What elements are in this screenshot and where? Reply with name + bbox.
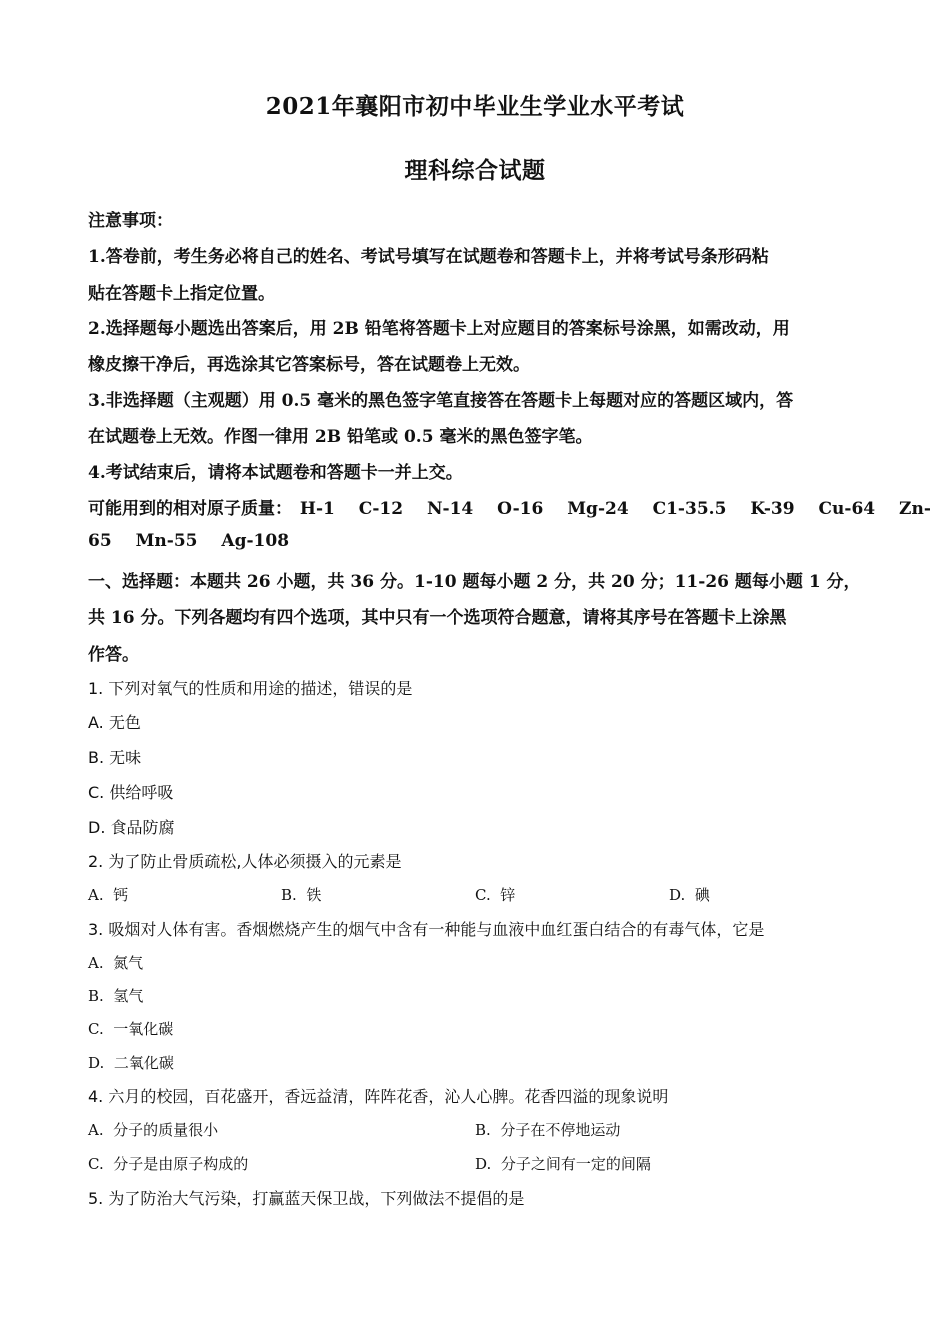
atomic-mass-entry: Cu-64 (818, 499, 876, 519)
option-text: 分子的质量很小 (113, 1121, 219, 1139)
question-2-option-d (669, 884, 710, 905)
question-3-option-a (88, 952, 143, 973)
notice-item-1-line-2: 贴在答题卡上指定位置。 (88, 284, 275, 304)
notice-item-2-line-1: 2.选择题每小题选出答案后，用 2B 铅笔将答题卡上对应题目的答案标号涂黑，如需改动，用 (88, 319, 790, 339)
notice-item-3-line-2: 在试题卷上无效。作图一律用 2B 铅笔或 0.5 毫米的黑色签字笔。 (88, 427, 593, 447)
option-label: C. (88, 1020, 104, 1038)
option-text: 一氧化碳 (113, 1020, 174, 1038)
option-text: 氮气 (113, 954, 144, 972)
question-text: 吸烟对人体有害。香烟燃烧产生的烟气中含有一种能与血液中血红蛋白结合的有毒气体，它是 (108, 920, 765, 939)
option-label: A. (88, 1121, 104, 1139)
atomic-mass-entry: O-16 (497, 499, 544, 519)
atomic-mass-entry: 65 (88, 531, 112, 551)
question-3-option-c (88, 1018, 173, 1039)
question-1-option-c (88, 780, 173, 803)
section-one-line-2: 共 16 分。下列各题均有四个选项，其中只有一个选项符合题意，请将其序号在答题卡上涂黑 (88, 608, 787, 628)
question-1-stem (88, 676, 412, 699)
option-label: B. (88, 748, 105, 767)
option-text: 碘 (694, 886, 710, 904)
option-label: A. (88, 954, 104, 972)
question-text: 为了防治大气污染，打赢蓝天保卫战，下列做法不提倡的是 (108, 1189, 525, 1208)
exam-subtitle: 理科综合试题 (404, 157, 546, 184)
exam-title: 2021年襄阳市初中毕业生学业水平考试 (265, 93, 685, 120)
question-number: 4. (88, 1087, 104, 1106)
question-3-option-d (88, 1052, 174, 1073)
notice-item-1-line-1: 1.答卷前，考生务必将自己的姓名、考试号填写在试题卷和答题卡上，并将考试号条形码粘 (88, 247, 769, 267)
option-text: 无味 (109, 748, 142, 767)
option-label: B. (88, 987, 104, 1005)
question-1-option-a (88, 710, 141, 733)
option-text: 供给呼吸 (109, 783, 174, 802)
option-text: 分子在不停地运动 (500, 1121, 621, 1139)
question-number: 2. (88, 852, 104, 871)
notice-item-2-line-2: 橡皮擦干净后，再选涂其它答案标号，答在试题卷上无效。 (88, 355, 530, 375)
option-label: C. (88, 1155, 104, 1173)
question-number: 5. (88, 1189, 104, 1208)
question-number: 1. (88, 679, 104, 698)
question-text: 为了防止骨质疏松,人体必须摄入的元素是 (108, 852, 402, 871)
question-3-option-b (88, 985, 143, 1006)
notice-item-4: 4.考试结束后，请将本试题卷和答题卡一并上交。 (88, 463, 463, 483)
atomic-mass-entry: C-12 (358, 499, 404, 519)
option-text: 无色 (108, 713, 141, 732)
option-text: 食品防腐 (110, 818, 175, 837)
atomic-mass-entry: Ag-108 (221, 531, 290, 551)
atomic-mass-entry: N-14 (426, 499, 474, 519)
question-text: 下列对氧气的性质和用途的描述，错误的是 (108, 679, 413, 698)
notice-heading: 注意事项： (88, 211, 173, 231)
question-2-option-a (88, 884, 128, 905)
question-5-stem (88, 1186, 524, 1209)
atomic-mass-line-1 (88, 494, 931, 519)
option-label: D. (669, 886, 686, 904)
option-label: B. (475, 1121, 491, 1139)
question-4-option-b (475, 1119, 620, 1140)
option-label: A. (88, 886, 104, 904)
option-text: 钙 (113, 886, 129, 904)
question-text: 六月的校园，百花盛开，香远益清，阵阵花香，沁人心脾。花香四溢的现象说明 (108, 1087, 669, 1106)
atomic-mass-entry: C1-35.5 (652, 499, 727, 519)
option-label: D. (475, 1155, 492, 1173)
option-text: 氢气 (113, 987, 144, 1005)
option-text: 分子之间有一定的间隔 (500, 1155, 651, 1173)
option-text: 二氧化碳 (113, 1054, 174, 1072)
section-one-line-1: 一、选择题：本题共 26 小题，共 36 分。1-10 题每小题 2 分，共 20 分；11-26 题每小题 1 分， (88, 572, 861, 592)
atomic-mass-entry: K-39 (750, 499, 795, 519)
question-4-stem (88, 1084, 668, 1107)
question-2-option-c (475, 884, 515, 905)
question-2-stem (88, 849, 401, 872)
option-label: D. (88, 1054, 105, 1072)
question-2-option-b (281, 884, 321, 905)
option-label: C. (88, 783, 105, 802)
option-label: C. (475, 886, 491, 904)
atomic-mass-entry: Mn-55 (135, 531, 198, 551)
question-3-stem (88, 917, 764, 940)
option-label: D. (88, 818, 106, 837)
option-label: B. (281, 886, 297, 904)
option-label: A. (88, 713, 104, 732)
atomic-mass-label: 可能用到的相对原子质量： (88, 499, 292, 519)
option-text: 分子是由原子构成的 (113, 1155, 249, 1173)
question-4-option-a (88, 1119, 218, 1140)
question-number: 3. (88, 920, 104, 939)
section-one-line-3: 作答。 (88, 645, 139, 665)
option-text: 锌 (500, 886, 516, 904)
question-1-option-d (88, 815, 175, 838)
notice-item-3-line-1: 3.非选择题（主观题）用 0.5 毫米的黑色签字笔直接答在答题卡上每题对应的答题区域内，答 (88, 391, 794, 411)
atomic-mass-line-2 (88, 531, 289, 551)
option-text: 铁 (306, 886, 322, 904)
atomic-mass-entry: H-1 (299, 499, 335, 519)
question-4-option-c (88, 1153, 248, 1174)
atomic-mass-entry: Mg-24 (567, 499, 629, 519)
question-1-option-b (88, 745, 141, 768)
atomic-mass-entry: Zn- (899, 499, 931, 519)
question-4-option-d (475, 1153, 651, 1174)
